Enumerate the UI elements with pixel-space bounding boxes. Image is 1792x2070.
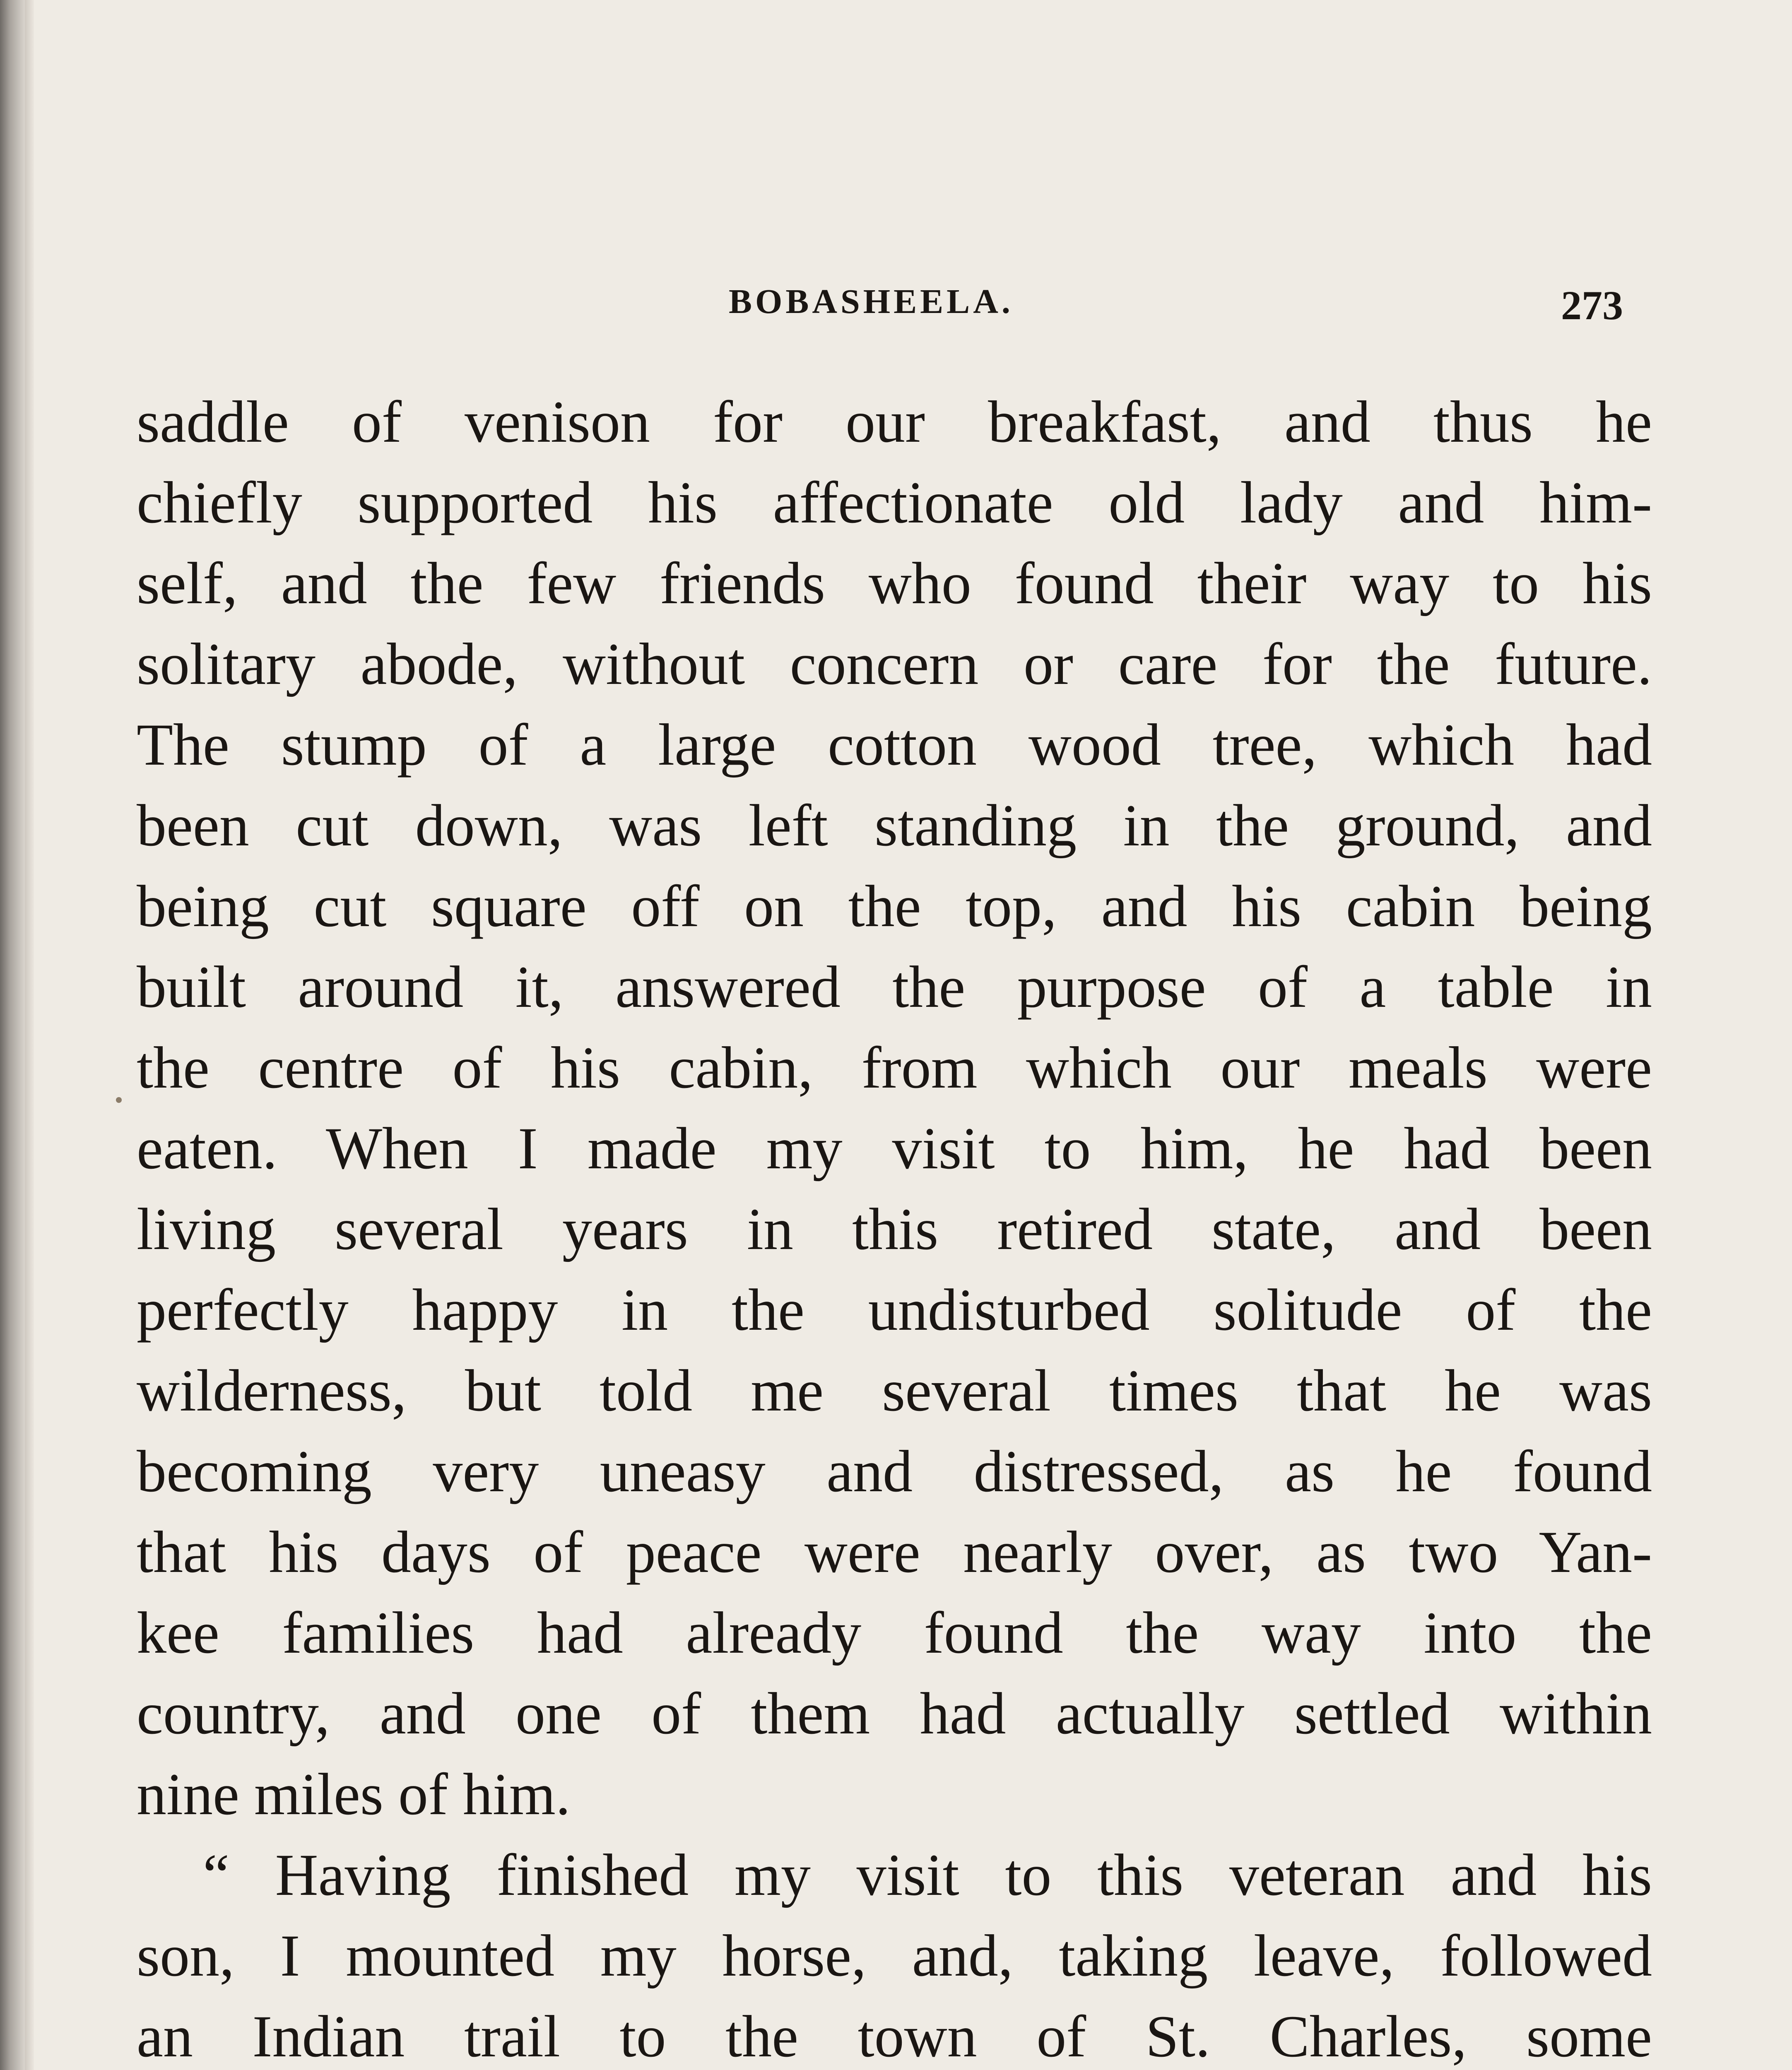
text-line: the centre of his cabin, from which our meals were [137, 1035, 1652, 1101]
text-line: The stump of a large cotton wood tree, which had [137, 712, 1652, 778]
text-line: eaten. When I made my visit to him, he had been [137, 1116, 1652, 1182]
text-line: built around it, answered the purpose of a table in [137, 954, 1652, 1020]
text-line: chiefly supported his affectionate old lady and him- [137, 470, 1652, 536]
text-line: solitary abode, without concern or care for the future. [137, 631, 1652, 697]
page-number: 273 [1561, 282, 1623, 328]
text-line: becoming very uneasy and distressed, as he found [137, 1439, 1652, 1504]
text-line: “ Having finished my visit to this veteran and his [203, 1842, 1652, 1908]
paper-speck [116, 1097, 122, 1103]
text-line: nine miles of him. [137, 1762, 571, 1827]
body-text [137, 0, 1652, 2070]
text-line: wilderness, but told me several times that he was [137, 1358, 1652, 1424]
text-line: self, and the few friends who found their way to his [137, 551, 1652, 616]
text-line: country, and one of them had actually settled within [137, 1681, 1652, 1747]
text-line: being cut square off on the top, and his cabin being [137, 874, 1652, 939]
text-line: that his days of peace were nearly over, as two Yan- [137, 1519, 1652, 1585]
text-line: been cut down, was left standing in the ground, and [137, 793, 1652, 859]
running-title: BOBASHEELA. [729, 282, 1014, 321]
text-line: saddle of venison for our breakfast, and thus he [137, 389, 1652, 455]
text-line: kee families had already found the way into the [137, 1600, 1652, 1666]
text-line: an Indian trail to the town of St. Charles, some [137, 2004, 1652, 2070]
text-line: son, I mounted my horse, and, taking leave, followed [137, 1923, 1652, 1989]
text-line: living several years in this retired state, and been [137, 1196, 1652, 1262]
text-line: perfectly happy in the undisturbed solitude of the [137, 1277, 1652, 1343]
